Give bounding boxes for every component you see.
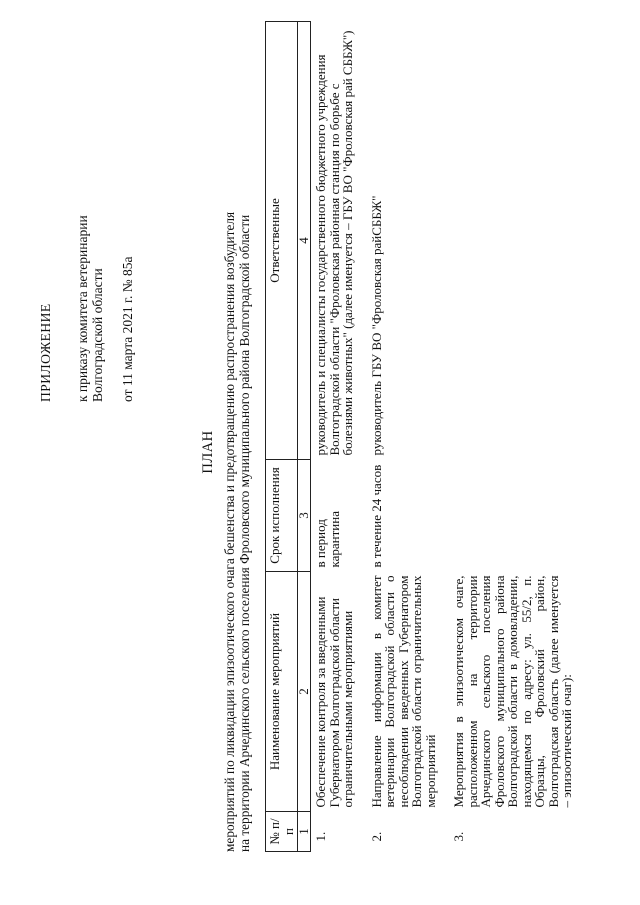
row-responsible: руководитель и специалисты государственного бюджетного учреждения Волгоградской области "Фроловская районная станция по борьбе с болезнями животных" (далее именуется – ГБУ ВО "Фроловская рай СББЖ") bbox=[313, 30, 355, 456]
appendix-line-3: от 11 марта 2021 г. № 85а bbox=[120, 256, 135, 402]
header-num: № п/п bbox=[266, 812, 298, 852]
row-name: Направление информации в комитет ветеринарии Волгоградской области о несоблюдении введенных Губернатором Волгоградской области ограничительных мероприятий bbox=[368, 575, 438, 808]
appendix-line-2: Волгоградской области bbox=[90, 268, 105, 402]
header-responsible: Ответственные bbox=[266, 22, 298, 460]
plan-subtitle bbox=[223, 22, 252, 852]
row-responsible: руководитель ГБУ ВО "Фроловская райСББЖ" bbox=[368, 195, 384, 456]
plan-subtitle-line-2: на территории Арчединского сельского поселения Фроловского муниципального района Волгоградской области bbox=[236, 214, 252, 852]
table-header-row bbox=[266, 22, 298, 852]
row-term: в период карантина bbox=[313, 511, 342, 568]
row-number: 3. bbox=[451, 831, 466, 842]
row-responsible bbox=[449, 22, 586, 460]
appendix-gap bbox=[105, 72, 120, 402]
document-page bbox=[20, 12, 620, 892]
appendix-title: ПРИЛОЖЕНИЕ bbox=[38, 303, 53, 402]
table-column-numbers-row bbox=[298, 22, 311, 852]
column-number: 4 bbox=[298, 22, 311, 460]
table-row bbox=[367, 22, 450, 852]
row-term: в течение 24 часов bbox=[368, 464, 384, 568]
column-number: 2 bbox=[298, 572, 311, 812]
column-number: 1 bbox=[298, 812, 311, 852]
row-number: 2. bbox=[368, 831, 384, 842]
plan-subtitle-line-1: мероприятий по ликвидации эпизоотического очага бешенства и предотвращению распространения возбудителя bbox=[222, 211, 237, 852]
row-name: Мероприятия в эпизоотическом очаге, расположенном на территории Арчединского сельского поселения Фроловского муниципального района Волгоградской области в домовладении, находящемся по адресу: ул. 55/2, п. Образцы, Фроловский район, Волгоградская область (далее именуется – эпизоотический очаг): bbox=[451, 575, 574, 808]
header-term: Срок исполнения bbox=[266, 460, 298, 572]
column-number: 3 bbox=[298, 460, 311, 572]
row-term bbox=[449, 460, 586, 572]
plan-table bbox=[265, 21, 586, 852]
appendix-line-1: к приказу комитета ветеринарии bbox=[75, 215, 90, 402]
row-number: 1. bbox=[313, 831, 328, 842]
plan-title: ПЛАН bbox=[200, 430, 216, 474]
appendix-block bbox=[38, 72, 135, 402]
header-name: Наименование мероприятий bbox=[266, 572, 298, 812]
table-row bbox=[449, 22, 586, 852]
row-name: Обеспечение контроля за введенными Губернатором Волгоградской области ограничительными мероприятиями bbox=[313, 596, 355, 808]
table-row bbox=[311, 22, 367, 852]
